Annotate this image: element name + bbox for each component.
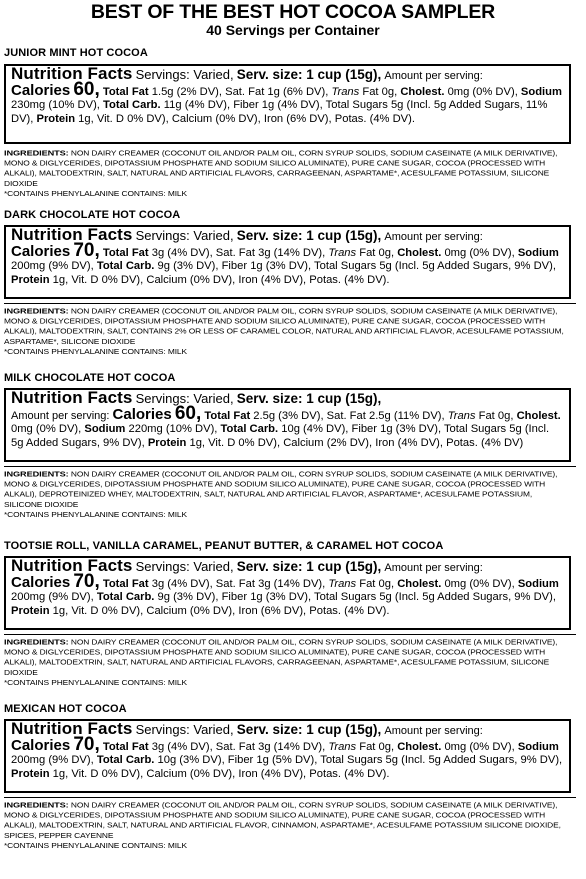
cholesterol-label: Cholest. bbox=[400, 86, 445, 99]
sodium-value: 200mg (9% DV), bbox=[11, 591, 94, 604]
potassium-value: (4% DV). bbox=[369, 112, 415, 125]
amount-per-serving: Amount per serving: bbox=[11, 410, 110, 423]
nutrition-facts-header bbox=[11, 388, 564, 407]
vit-d-value: 0% DV), bbox=[101, 767, 144, 780]
trans-label: Trans bbox=[447, 410, 476, 423]
potassium-value: (4% DV). bbox=[344, 604, 390, 617]
fiber-label: Fiber bbox=[351, 423, 378, 436]
protein-label: Protein bbox=[36, 112, 76, 125]
total-carb-value: 11g (4% DV), bbox=[163, 99, 231, 112]
ingredients-text bbox=[4, 469, 572, 520]
serving-size: Serv. size: 1 cup (15g), bbox=[236, 559, 382, 574]
trans-fat-value: 0g, bbox=[378, 578, 395, 591]
cholesterol-label: Cholest. bbox=[397, 741, 442, 754]
protein-label: Protein bbox=[11, 604, 50, 617]
calories-label: Calories bbox=[11, 737, 71, 755]
cholesterol-value: 0mg (0% DV), bbox=[447, 86, 518, 99]
servings: Servings: Varied, bbox=[135, 391, 234, 406]
ingredients-list: NON DAIRY CREAMER (COCONUT OIL AND/OR PALM OIL, CORN SYRUP SOLIDS, SODIUM CASEINATE (A MILK DERIVATIVE), MONO & DIGLYCERIDES, DIPOTASSIUM PHOSPHATE AND SODIUM SILICO ALUMINATE), PURE CANE SUGAR, COCOA (PROCESSED WITH ALKALI), MALTODEXTRIN, SALT, CONTAINS 2% OR LESS OF CARAMEL COLOR, NATURAL AND ARTIFICIAL FLAVOR, ACESULFAME POTASSIUM, ASPARTAME*, SILICONE DIOXIDE bbox=[4, 306, 564, 346]
iron-label: Iron bbox=[375, 436, 395, 449]
sat-fat-label: Sat. Fat bbox=[215, 741, 255, 754]
total-fat-label: Total Fat bbox=[102, 741, 149, 754]
cholesterol-value: 0mg (0% DV), bbox=[444, 578, 515, 591]
trans-fat-label: Fat bbox=[478, 410, 495, 423]
allergen-statement: *CONTAINS PHENYLALANINE CONTAINS: MILK bbox=[4, 347, 187, 356]
vit-d-value: 0% DV), bbox=[101, 604, 144, 617]
potassium-label: Potas. bbox=[309, 604, 341, 617]
total-carb-value: 9g (3% DV), bbox=[157, 260, 219, 273]
total-carb-value: 10g (4% DV), bbox=[281, 423, 349, 436]
calcium-value: (0% DV), bbox=[189, 604, 236, 617]
calories-value: 60 bbox=[174, 403, 196, 425]
trans-label: Trans bbox=[328, 247, 357, 260]
sodium-label: Sodium bbox=[520, 86, 562, 99]
ingredients-label: INGREDIENTS: bbox=[4, 800, 69, 810]
ingredients-label: INGREDIENTS: bbox=[4, 148, 69, 158]
nutrition-facts-box bbox=[4, 225, 571, 299]
section-divider bbox=[4, 797, 576, 798]
total-sugars-label: Total Sugars bbox=[325, 99, 388, 112]
fiber-value: 1g (3% DV), bbox=[380, 423, 442, 436]
vit-d-value: 0% DV), bbox=[101, 273, 144, 286]
total-carb-value: 10g (3% DV), bbox=[157, 754, 225, 767]
serving-size: Serv. size: 1 cup (15g), bbox=[236, 391, 382, 406]
total-carb-label: Total Carb. bbox=[220, 423, 279, 436]
ingredients-label: INGREDIENTS: bbox=[4, 637, 69, 647]
serving-size: Serv. size: 1 cup (15g), bbox=[236, 722, 382, 737]
sodium-label: Sodium bbox=[517, 741, 559, 754]
calories-value: 70 bbox=[73, 240, 95, 262]
sat-fat-value: 2.5g (11% DV), bbox=[368, 410, 445, 423]
potassium-label: Potas. bbox=[309, 273, 341, 286]
calcium-label: Calcium bbox=[283, 436, 324, 449]
amount-per-serving: Amount per serving: bbox=[384, 70, 483, 82]
nutrition-facts-title: Nutrition Facts bbox=[11, 556, 133, 575]
vit-d-label: Vit. D bbox=[71, 767, 99, 780]
calories-value: 70 bbox=[73, 571, 95, 593]
trans-fat-value: 0g, bbox=[378, 741, 395, 754]
protein-label: Protein bbox=[11, 767, 50, 780]
fiber-value: 1g (3% DV), bbox=[250, 591, 312, 604]
total-carb-value: 9g (3% DV), bbox=[157, 591, 219, 604]
amount-per-serving: Amount per serving: bbox=[384, 231, 483, 243]
protein-label: Protein bbox=[147, 436, 187, 449]
iron-label: Iron bbox=[238, 273, 258, 286]
vit-d-label: Vit. D bbox=[71, 604, 99, 617]
vit-d-label: Vit. D bbox=[71, 273, 99, 286]
fiber-label: Fiber bbox=[233, 99, 259, 112]
section-divider bbox=[4, 634, 576, 635]
calcium-label: Calcium bbox=[171, 112, 213, 125]
total-fat-value: 1.5g (2% DV), bbox=[151, 86, 223, 99]
calories-label: Calories bbox=[112, 406, 172, 424]
ingredients-text bbox=[4, 800, 572, 851]
calcium-label: Calcium bbox=[146, 604, 187, 617]
serving-size: Serv. size: 1 cup (15g), bbox=[236, 67, 382, 82]
trans-fat-label: Fat bbox=[362, 86, 379, 99]
nutrient-list: Amount per serving: Calories 60, Total Fat 2.5g (3% DV), Sat. Fat 2.5g (11% DV), Trans Fat 0g, Cholest. 0mg (0% DV), Sodium 220mg (10% DV), Total Carb. 10g (4% DV), Fiber 1g (3% DV), Total Sugars 5g (Incl. 5g Added Sugars, 9% DV), Protein 1g, Vit. D 0% DV), Calcium (2% DV), Iron (4% DV), Potas. (4% DV) bbox=[11, 403, 561, 449]
calories-label: Calories bbox=[11, 243, 71, 261]
calcium-label: Calcium bbox=[146, 767, 187, 780]
fiber-label: Fiber bbox=[221, 260, 248, 273]
trans-label: Trans bbox=[328, 578, 357, 591]
iron-label: Iron bbox=[238, 767, 258, 780]
allergen-statement: *CONTAINS PHENYLALANINE CONTAINS: MILK bbox=[4, 189, 187, 198]
cholesterol-value: 0mg (0% DV), bbox=[11, 423, 82, 436]
calcium-value: (2% DV), bbox=[326, 436, 373, 449]
total-fat-label: Total Fat bbox=[102, 247, 149, 260]
total-sugars-value: 5g (Incl. 5g Added Sugars, 9% DV), bbox=[11, 423, 550, 449]
trans-fat-label: Fat bbox=[359, 741, 376, 754]
page-subtitle: 40 Servings per Container bbox=[206, 22, 380, 38]
iron-value: (6% DV), bbox=[260, 604, 307, 617]
ingredients-list: NON DAIRY CREAMER (COCONUT OIL AND/OR PALM OIL, CORN SYRUP SOLIDS, SODIUM CASEINATE (A MILK DERIVATIVE), MONO & DIGLYCERIDES, DIPOTASSIUM PHOSPHATE AND SODIUM SILICO ALUMINATE), PURE CANE SUGAR, COCOA (PROCESSED WITH ALKALI), DEPROTEINIZED WHEY, MALTODEXTRIN, SALT, NATURAL AND ARTIFICIAL FLAVOR, ASPARTAME*, ACESULFAME POTASSIUM, SILICONE DIOXIDE bbox=[4, 469, 558, 509]
iron-value: (6% DV), bbox=[286, 112, 332, 125]
fiber-label: Fiber bbox=[221, 591, 248, 604]
fiber-label: Fiber bbox=[227, 754, 254, 767]
ingredients-text bbox=[4, 637, 572, 688]
cholesterol-label: Cholest. bbox=[516, 410, 561, 423]
total-sugars-value: 5g (Incl. 5g Added Sugars, 11% DV), bbox=[11, 99, 548, 125]
protein-value: 1g, bbox=[52, 604, 69, 617]
vit-d-value: 0% DV), bbox=[127, 112, 169, 125]
nutrient-list: Calories 60, Total Fat 1.5g (2% DV), Sat. Fat 1g (6% DV), Trans Fat 0g, Cholest. 0mg (0% DV), Sodium 230mg (10% DV), Total Carb. 11g (4% DV), Fiber 1g (4% DV), Total Sugars 5g (Incl. 5g Added Sugars, 11% DV), Protein 1g, Vit. D 0% DV), Calcium (0% DV), Iron (6% DV), Potas. (4% DV). bbox=[11, 79, 562, 125]
nutrition-facts-box bbox=[4, 556, 571, 630]
total-sugars-value: 5g (Incl. 5g Added Sugars, 9% DV), bbox=[379, 591, 556, 604]
calories-label: Calories bbox=[11, 574, 71, 592]
potassium-label: Potas. bbox=[334, 112, 367, 125]
iron-value: (4% DV), bbox=[397, 436, 443, 449]
protein-label: Protein bbox=[11, 273, 50, 286]
ingredients-list: NON DAIRY CREAMER (COCONUT OIL AND/OR PALM OIL, CORN SYRUP SOLIDS, SODIUM CASEINATE (A MILK DERIVATIVE), MONO & DIGLYCERIDES, DIPOTASSIUM PHOSPHATE AND SODIUM SILICO ALUMINATE), PURE CANE SUGAR, COCOA (PROCESSED WITH ALKALI), MALTODEXTRIN, SALT, NATURAL AND ARTIFICIAL FLAVORS, CARRAGEENAN, ASPARTAME*, ACESULFAME POTASSIUM, SILICONE DIOXIDE bbox=[4, 148, 558, 188]
nutrition-facts-title: Nutrition Facts bbox=[11, 719, 133, 738]
trans-label: Trans bbox=[331, 86, 360, 99]
potassium-value: (4% DV). bbox=[344, 273, 390, 286]
fiber-value: 1g (4% DV), bbox=[261, 99, 323, 112]
sat-fat-value: 3g (14% DV), bbox=[258, 578, 326, 591]
total-sugars-value: 5g (Incl. 5g Added Sugars, 9% DV), bbox=[385, 754, 563, 767]
total-fat-value: 3g (4% DV), bbox=[151, 578, 213, 591]
sodium-label: Sodium bbox=[84, 423, 126, 436]
calcium-label: Calcium bbox=[146, 273, 187, 286]
ingredients-text bbox=[4, 306, 572, 357]
ingredients-list: NON DAIRY CREAMER (COCONUT OIL AND/OR PALM OIL, CORN SYRUP SOLIDS, SODIUM CASEINATE (A MILK DERIVATIVE), MONO & DIGLYCERIDES, DIPOTASSIUM PHOSPHATE AND SODIUM SILICO ALUMINATE), PURE CANE SUGAR, COCOA (PROCESSED WITH ALKALI), MALTODEXTRIN, SALT, NATURAL AND ARTIFICIAL FLAVOR, CINNAMON, ASPARTAME*, ACESULFAME POTASSIUM SILICONE DIOXIDE, SPICES, PEPPER CAYENNE bbox=[4, 800, 561, 840]
total-sugars-label: Total Sugars bbox=[443, 423, 507, 436]
protein-value: 1g, bbox=[189, 436, 206, 449]
nutrient-list: Calories 70, Total Fat 3g (4% DV), Sat. Fat 3g (14% DV), Trans Fat 0g, Cholest. 0mg (0% DV), Sodium 200mg (9% DV), Total Carb. 9g (3% DV), Fiber 1g (3% DV), Total Sugars 5g (Incl. 5g Added Sugars, 9% DV), Protein 1g, Vit. D 0% DV), Calcium (0% DV), Iron (4% DV), Potas. (4% DV). bbox=[11, 240, 559, 286]
cholesterol-label: Cholest. bbox=[397, 247, 442, 260]
total-fat-value: 2.5g (3% DV), bbox=[253, 410, 324, 423]
sat-fat-value: 1g (6% DV), bbox=[267, 86, 329, 99]
ingredients-text bbox=[4, 148, 572, 199]
iron-value: (4% DV), bbox=[260, 767, 307, 780]
total-sugars-label: Total Sugars bbox=[314, 591, 377, 604]
amount-per-serving: Amount per serving: bbox=[384, 725, 483, 737]
total-carb-label: Total Carb. bbox=[103, 99, 161, 112]
iron-label: Iron bbox=[263, 112, 284, 125]
potassium-value: (4% DV) bbox=[480, 436, 524, 449]
nutrition-facts-box bbox=[4, 719, 571, 793]
sodium-value: 220mg (10% DV), bbox=[128, 423, 218, 436]
product-name: TOOTSIE ROLL, VANILLA CARAMEL, PEANUT BUTTER, & CARAMEL HOT COCOA bbox=[4, 540, 444, 552]
allergen-statement: *CONTAINS PHENYLALANINE CONTAINS: MILK bbox=[4, 510, 187, 519]
total-sugars-label: Total Sugars bbox=[320, 754, 383, 767]
product-name: MILK CHOCOLATE HOT COCOA bbox=[4, 372, 176, 384]
trans-fat-value: 0g, bbox=[378, 247, 395, 260]
vit-d-label: Vit. D bbox=[96, 112, 124, 125]
total-fat-label: Total Fat bbox=[102, 578, 149, 591]
trans-label: Trans bbox=[328, 741, 357, 754]
allergen-statement: *CONTAINS PHENYLALANINE CONTAINS: MILK bbox=[4, 678, 187, 687]
servings: Servings: Varied, bbox=[135, 228, 234, 243]
sat-fat-value: 3g (14% DV), bbox=[258, 741, 326, 754]
total-carb-label: Total Carb. bbox=[96, 754, 155, 767]
total-fat-label: Total Fat bbox=[102, 86, 149, 99]
protein-value: 1g, bbox=[52, 767, 69, 780]
total-fat-value: 3g (4% DV), bbox=[151, 741, 213, 754]
calcium-value: (0% DV), bbox=[189, 767, 236, 780]
potassium-value: (4% DV). bbox=[344, 767, 390, 780]
nutrient-list: Calories 70, Total Fat 3g (4% DV), Sat. Fat 3g (14% DV), Trans Fat 0g, Cholest. 0mg (0% DV), Sodium 200mg (9% DV), Total Carb. 10g (3% DV), Fiber 1g (5% DV), Total Sugars 5g (Incl. 5g Added Sugars, 9% DV), Protein 1g, Vit. D 0% DV), Calcium (0% DV), Iron (4% DV), Potas. (4% DV). bbox=[11, 734, 563, 780]
trans-fat-value: 0g, bbox=[381, 86, 398, 99]
total-sugars-label: Total Sugars bbox=[314, 260, 377, 273]
cholesterol-label: Cholest. bbox=[397, 578, 442, 591]
ingredients-label: INGREDIENTS: bbox=[4, 469, 69, 479]
ingredients-label: INGREDIENTS: bbox=[4, 306, 69, 316]
nutrition-facts-box bbox=[4, 64, 571, 144]
calories-label: Calories bbox=[11, 82, 71, 100]
sodium-label: Sodium bbox=[517, 247, 559, 260]
section-divider bbox=[4, 466, 576, 467]
potassium-label: Potas. bbox=[309, 767, 341, 780]
sodium-value: 230mg (10% DV), bbox=[11, 99, 100, 112]
nutrition-facts-box bbox=[4, 388, 571, 462]
product-name: JUNIOR MINT HOT COCOA bbox=[4, 47, 148, 59]
sodium-label: Sodium bbox=[517, 578, 559, 591]
iron-label: Iron bbox=[238, 604, 258, 617]
potassium-label: Potas. bbox=[446, 436, 478, 449]
total-fat-label: Total Fat bbox=[204, 410, 251, 423]
cholesterol-value: 0mg (0% DV), bbox=[444, 741, 515, 754]
ingredients-list: NON DAIRY CREAMER (COCONUT OIL AND/OR PALM OIL, CORN SYRUP SOLIDS, SODIUM CASEINATE (A MILK DERIVATIVE), MONO & DIGLYCERIDES, DIPOTASSIUM PHOSPHATE AND SODIUM SILICO ALUMINATE), PURE CANE SUGAR, COCOA (PROCESSED WITH ALKALI), MALTODEXTRIN, SALT, NATURAL AND ARTIFICIAL FLAVORS, CARRAGEENAN, ASPARTAME*, ACESULFAME POTASSIUM, SILICONE DIOXIDE bbox=[4, 637, 558, 677]
calcium-value: (0% DV), bbox=[189, 273, 236, 286]
total-carb-label: Total Carb. bbox=[96, 260, 155, 273]
cholesterol-value: 0mg (0% DV), bbox=[444, 247, 515, 260]
calories-value: 60 bbox=[73, 79, 95, 101]
fiber-value: 1g (3% DV), bbox=[250, 260, 312, 273]
product-name: DARK CHOCOLATE HOT COCOA bbox=[4, 209, 181, 221]
sat-fat-value: 3g (14% DV), bbox=[258, 247, 326, 260]
sat-fat-label: Sat. Fat bbox=[215, 247, 255, 260]
section-divider bbox=[4, 303, 576, 304]
total-fat-value: 3g (4% DV), bbox=[151, 247, 213, 260]
total-sugars-value: 5g (Incl. 5g Added Sugars, 9% DV), bbox=[379, 260, 556, 273]
sodium-value: 200mg (9% DV), bbox=[11, 754, 94, 767]
sat-fat-label: Sat. Fat bbox=[225, 86, 265, 99]
nutrient-list: Calories 70, Total Fat 3g (4% DV), Sat. Fat 3g (14% DV), Trans Fat 0g, Cholest. 0mg (0% DV), Sodium 200mg (9% DV), Total Carb. 9g (3% DV), Fiber 1g (3% DV), Total Sugars 5g (Incl. 5g Added Sugars, 9% DV), Protein 1g, Vit. D 0% DV), Calcium (0% DV), Iron (6% DV), Potas. (4% DV). bbox=[11, 571, 559, 617]
protein-value: 1g, bbox=[52, 273, 69, 286]
calcium-value: (0% DV), bbox=[215, 112, 261, 125]
fiber-value: 1g (5% DV), bbox=[256, 754, 318, 767]
servings: Servings: Varied, bbox=[135, 67, 234, 82]
allergen-statement: *CONTAINS PHENYLALANINE CONTAINS: MILK bbox=[4, 841, 187, 850]
sat-fat-label: Sat. Fat bbox=[326, 410, 366, 423]
amount-per-serving: Amount per serving: bbox=[384, 562, 483, 574]
sodium-value: 200mg (9% DV), bbox=[11, 260, 94, 273]
servings: Servings: Varied, bbox=[135, 722, 234, 737]
trans-fat-label: Fat bbox=[359, 247, 376, 260]
serving-size: Serv. size: 1 cup (15g), bbox=[236, 228, 382, 243]
trans-fat-label: Fat bbox=[359, 578, 376, 591]
product-name: MEXICAN HOT COCOA bbox=[4, 703, 127, 715]
iron-value: (4% DV), bbox=[260, 273, 307, 286]
trans-fat-value: 0g, bbox=[497, 410, 514, 423]
sat-fat-label: Sat. Fat bbox=[215, 578, 255, 591]
nutrition-facts-title: Nutrition Facts bbox=[11, 225, 133, 244]
servings: Servings: Varied, bbox=[135, 559, 234, 574]
vit-d-value: 0% DV), bbox=[238, 436, 281, 449]
nutrition-facts-title: Nutrition Facts bbox=[11, 388, 133, 407]
page-title: BEST OF THE BEST HOT COCOA SAMPLER bbox=[90, 1, 496, 23]
total-carb-label: Total Carb. bbox=[96, 591, 155, 604]
nutrition-facts-title: Nutrition Facts bbox=[11, 64, 133, 83]
protein-value: 1g, bbox=[78, 112, 94, 125]
vit-d-label: Vit. D bbox=[208, 436, 236, 449]
calories-value: 70 bbox=[73, 734, 95, 756]
